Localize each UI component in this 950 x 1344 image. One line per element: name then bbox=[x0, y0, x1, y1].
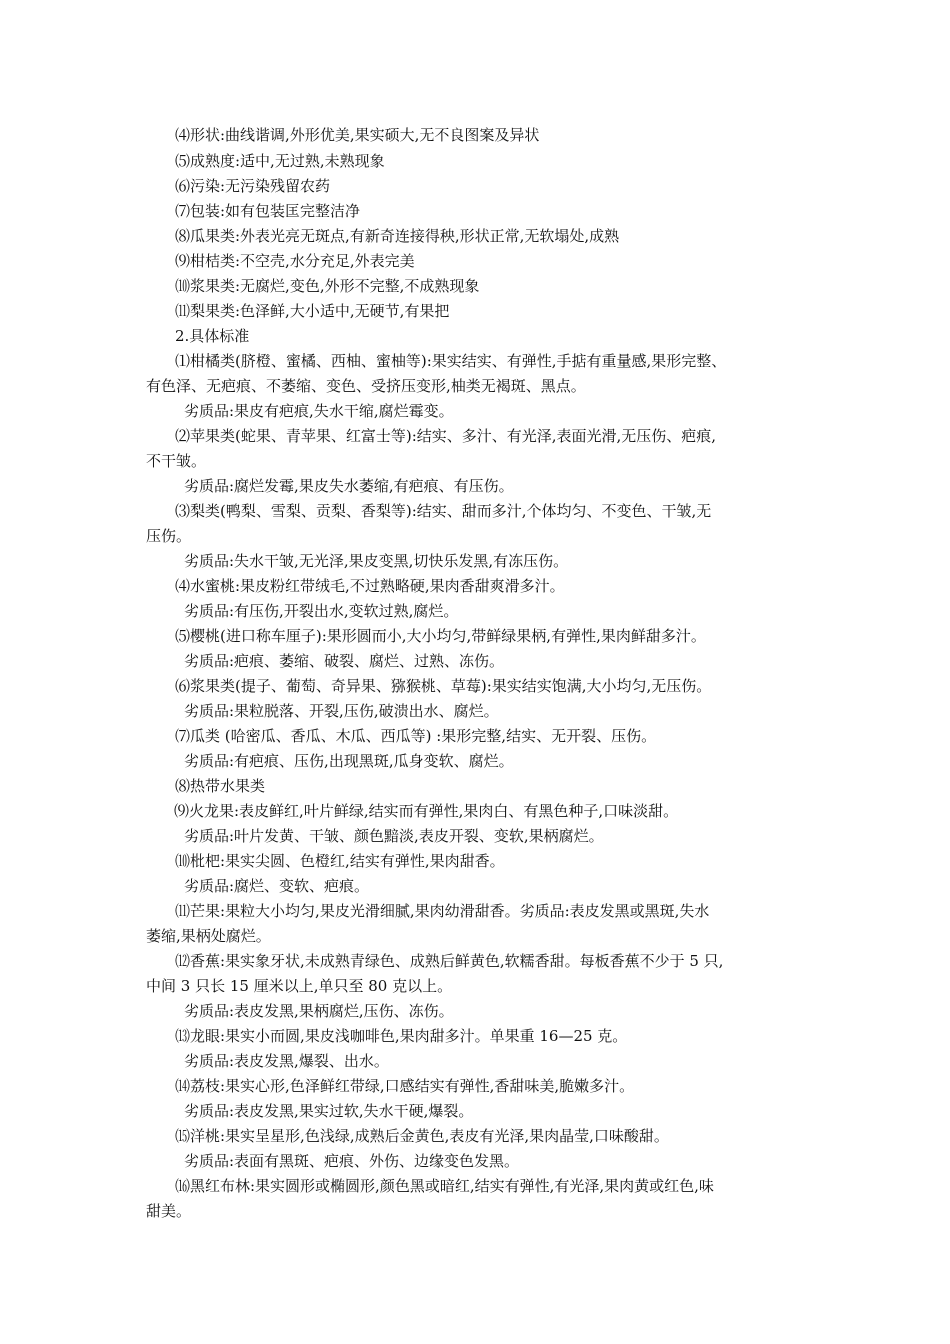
standard-line: 压伤。 bbox=[146, 527, 192, 545]
standard-line: ⑻热带水果类 bbox=[175, 777, 266, 795]
standard-line: 有色泽、无疤痕、不萎缩、变色、受挤压变形,柚类无褐斑、黑点。 bbox=[146, 377, 586, 395]
standard-line: 劣质品:失水干皱,无光泽,果皮变黑,切快乐发黑,有冻压伤。 bbox=[184, 552, 569, 570]
standard-line: 劣质品:有压伤,开裂出水,变软过熟,腐烂。 bbox=[184, 602, 459, 620]
criteria-pollution: ⑹污染:无污染残留农药 bbox=[175, 177, 331, 195]
standard-line: 甜美。 bbox=[146, 1202, 192, 1220]
standard-line: ⒁荔枝:果实心形,色泽鲜红带绿,口感结实有弹性,香甜味美,脆嫩多汁。 bbox=[175, 1077, 635, 1095]
standard-line: 中间 3 只长 15 厘米以上,单只至 80 克以上。 bbox=[146, 977, 453, 995]
standard-line: 劣质品:表皮发黑,果柄腐烂,压伤、冻伤。 bbox=[184, 1002, 454, 1020]
criteria-berries: ⑽浆果类:无腐烂,变色,外形不完整,不成熟现象 bbox=[175, 277, 480, 295]
standard-line: ⑿香蕉:果实象牙状,未成熟青绿色、成熟后鲜黄色,软糯香甜。每板香蕉不少于 5 只, bbox=[175, 952, 724, 970]
standard-line: 劣质品:腐烂、变软、疤痕。 bbox=[184, 877, 370, 895]
standard-line: ⑺瓜类 (哈密瓜、香瓜、木瓜、西瓜等) :果形完整,结实、无开裂、压伤。 bbox=[175, 727, 657, 745]
standard-line: 劣质品:腐烂发霉,果皮失水萎缩,有疤痕、有压伤。 bbox=[184, 477, 514, 495]
standard-line: 劣质品:表面有黑斑、疤痕、外伤、边缘变色发黑。 bbox=[184, 1152, 520, 1170]
criteria-shape: ⑷形状:曲线谐调,外形优美,果实硕大,无不良图案及异状 bbox=[175, 126, 540, 144]
standard-line: 劣质品:叶片发黄、干皱、颜色黯淡,表皮开裂、变软,果柄腐烂。 bbox=[184, 827, 604, 845]
criteria-ripeness: ⑸成熟度:适中,无过熟,未熟现象 bbox=[175, 152, 385, 170]
standard-line: ⑹浆果类(提子、葡萄、奇异果、猕猴桃、草莓):果实结实饱满,大小均匀,无压伤。 bbox=[175, 677, 712, 695]
standard-line: ⑽枇杷:果实尖圆、色橙红,结实有弹性,果肉甜香。 bbox=[175, 852, 505, 870]
standard-line: ⑾芒果:果粒大小均匀,果皮光滑细腻,果肉幼滑甜香。劣质品:表皮发黑或黑斑,失水 bbox=[175, 902, 710, 920]
standard-line: 劣质品:表皮发黑,果实过软,失水干硬,爆裂。 bbox=[184, 1102, 474, 1120]
criteria-citrus: ⑼柑桔类:不空壳,水分充足,外表完美 bbox=[175, 252, 415, 270]
standard-line: 劣质品:果粒脱落、开裂,压伤,破溃出水、腐烂。 bbox=[184, 702, 499, 720]
standard-line: 劣质品:果皮有疤痕,失水干缩,腐烂霉变。 bbox=[184, 402, 454, 420]
criteria-packaging: ⑺包装:如有包装匡完整洁净 bbox=[175, 202, 361, 220]
standard-line: 萎缩,果柄处腐烂。 bbox=[146, 927, 271, 945]
standard-line: 劣质品:有疤痕、压伤,出现黑斑,瓜身变软、腐烂。 bbox=[184, 752, 514, 770]
standard-line: ⑵苹果类(蛇果、青苹果、红富士等):结实、多汁、有光泽,表面光滑,无压伤、疤痕, bbox=[175, 427, 717, 445]
standard-line: ⒂洋桃:果实呈星形,色浅绿,成熟后金黄色,表皮有光泽,果肉晶莹,口味酸甜。 bbox=[175, 1127, 669, 1145]
standard-line: ⒃黑红布林:果实圆形或椭圆形,颜色黑或暗红,结实有弹性,有光泽,果肉黄或红色,味 bbox=[175, 1177, 714, 1195]
criteria-melons: ⑻瓜果类:外表光亮无斑点,有新奇连接得秧,形状正常,无软塌处,成熟 bbox=[175, 227, 620, 245]
standard-line: 不干皱。 bbox=[146, 452, 207, 470]
standard-line: ⑶梨类(鸭梨、雪梨、贡梨、香梨等):结实、甜而多汁,个体均匀、不变色、干皱,无 bbox=[175, 502, 712, 520]
section-heading: 2.具体标准 bbox=[175, 327, 250, 345]
standard-line: 劣质品:表皮发黑,爆裂、出水。 bbox=[184, 1052, 389, 1070]
criteria-pome: ⑾梨果类:色泽鲜,大小适中,无硬节,有果把 bbox=[175, 302, 450, 320]
standard-line: ⑼火龙果:表皮鲜红,叶片鲜绿,结实而有弹性,果肉白、有黑色种子,口味淡甜。 bbox=[174, 802, 679, 820]
standard-line: ⑷水蜜桃:果皮粉红带绒毛,不过熟略硬,果肉香甜爽滑多汁。 bbox=[175, 577, 565, 595]
standard-line: 劣质品:疤痕、萎缩、破裂、腐烂、过熟、冻伤。 bbox=[184, 652, 505, 670]
standard-line: ⒀龙眼:果实小而圆,果皮浅咖啡色,果肉甜多汁。单果重 16—25 克。 bbox=[175, 1027, 628, 1045]
standard-line: ⑴柑橘类(脐橙、蜜橘、西柚、蜜柚等):果实结实、有弹性,手掂有重量感,果形完整、 bbox=[175, 352, 727, 370]
standard-line: ⑸樱桃(进口称车厘子):果形圆而小,大小均匀,带鲜绿果柄,有弹性,果肉鲜甜多汁。 bbox=[175, 627, 706, 645]
